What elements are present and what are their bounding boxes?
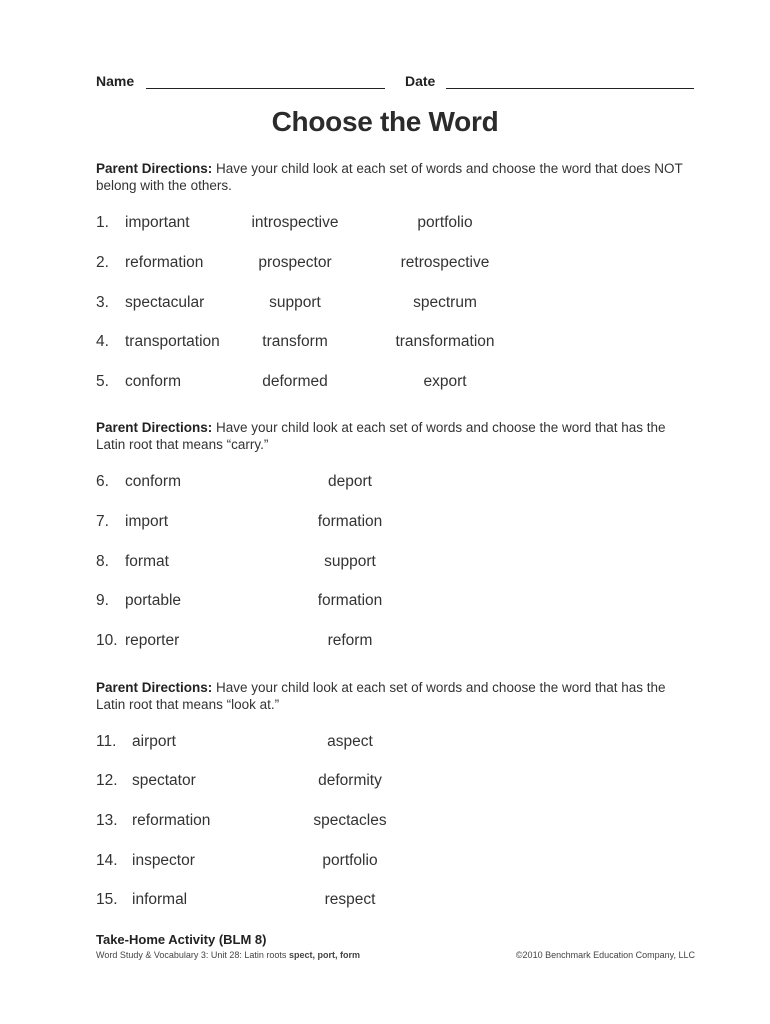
course-info <box>96 950 360 960</box>
course-roots: spect, port, form <box>288 950 360 960</box>
word-option[interactable]: format <box>125 553 169 570</box>
item-number: 2. <box>96 254 109 271</box>
word-option[interactable]: conform <box>125 473 181 490</box>
date-field-line[interactable] <box>446 88 694 89</box>
directions-text: Have your child look at each set of words and choose the word that has the Latin root that means “look at.” <box>96 680 666 712</box>
item-number: 3. <box>96 294 109 311</box>
section-2-directions <box>96 419 696 453</box>
word-option[interactable]: portfolio <box>417 214 473 231</box>
word-option[interactable]: reformation <box>132 812 211 829</box>
word-option[interactable]: transformation <box>395 333 495 350</box>
item-number: 7. <box>96 513 109 530</box>
word-option[interactable]: aspect <box>327 733 373 750</box>
item-number: 4. <box>96 333 109 350</box>
word-option[interactable]: informal <box>132 891 188 908</box>
item-number: 6. <box>96 473 109 490</box>
directions-text: Have your child look at each set of words and choose the word that has the Latin root that means “carry.” <box>96 420 666 452</box>
item-number: 1. <box>96 214 109 231</box>
directions-text: Have your child look at each set of words and choose the word that does NOT belong with the others. <box>96 161 683 193</box>
word-option[interactable]: spectrum <box>413 294 477 311</box>
word-option[interactable]: spectator <box>132 772 196 789</box>
item-number: 5. <box>96 373 109 390</box>
word-option[interactable]: reform <box>327 632 373 649</box>
word-option[interactable]: transportation <box>125 333 220 350</box>
word-option[interactable]: deport <box>328 473 372 490</box>
word-option[interactable]: inspector <box>132 852 195 869</box>
word-option[interactable]: airport <box>132 733 176 750</box>
item-number: 14. <box>96 852 118 869</box>
item-number: 13. <box>96 812 118 829</box>
word-option[interactable]: spectacles <box>313 812 387 829</box>
word-option[interactable]: export <box>423 373 467 390</box>
word-option[interactable]: transform <box>262 333 328 350</box>
word-option[interactable]: formation <box>317 592 383 609</box>
word-option[interactable]: prospector <box>258 254 332 271</box>
item-number: 10. <box>96 632 118 649</box>
word-option[interactable]: reformation <box>125 254 204 271</box>
name-field-line[interactable] <box>146 88 385 89</box>
word-option[interactable]: introspective <box>251 214 339 231</box>
section-1-directions <box>96 160 696 194</box>
date-label: Date <box>405 73 436 89</box>
directions-label: Parent Directions: <box>96 420 213 435</box>
word-option[interactable]: deformity <box>318 772 382 789</box>
item-number: 8. <box>96 553 109 570</box>
word-option[interactable]: important <box>125 214 190 231</box>
item-number: 15. <box>96 891 118 908</box>
word-option[interactable]: import <box>125 513 169 530</box>
section-3-directions <box>96 679 696 713</box>
item-number: 11. <box>96 733 117 750</box>
word-option[interactable]: retrospective <box>400 254 490 271</box>
word-option[interactable]: portfolio <box>322 852 378 869</box>
item-number: 12. <box>96 772 118 789</box>
directions-label: Parent Directions: <box>96 161 213 176</box>
word-option[interactable]: conform <box>125 373 181 390</box>
word-option[interactable]: portable <box>125 592 182 609</box>
word-option[interactable]: support <box>324 553 376 570</box>
word-option[interactable]: reporter <box>125 632 180 649</box>
word-option[interactable]: respect <box>324 891 376 908</box>
item-number: 9. <box>96 592 109 609</box>
word-option[interactable]: support <box>269 294 321 311</box>
word-option[interactable]: spectacular <box>125 294 205 311</box>
page-title: Choose the Word <box>271 106 499 137</box>
name-label: Name <box>96 73 135 89</box>
word-option[interactable]: formation <box>317 513 383 530</box>
course-prefix: Word Study & Vocabulary 3: Unit 28: Latin roots <box>96 950 289 960</box>
activity-title: Take-Home Activity (BLM 8) <box>96 932 267 947</box>
copyright: ©2010 Benchmark Education Company, LLC <box>515 950 695 960</box>
directions-label: Parent Directions: <box>96 680 213 695</box>
word-option[interactable]: deformed <box>262 373 328 390</box>
